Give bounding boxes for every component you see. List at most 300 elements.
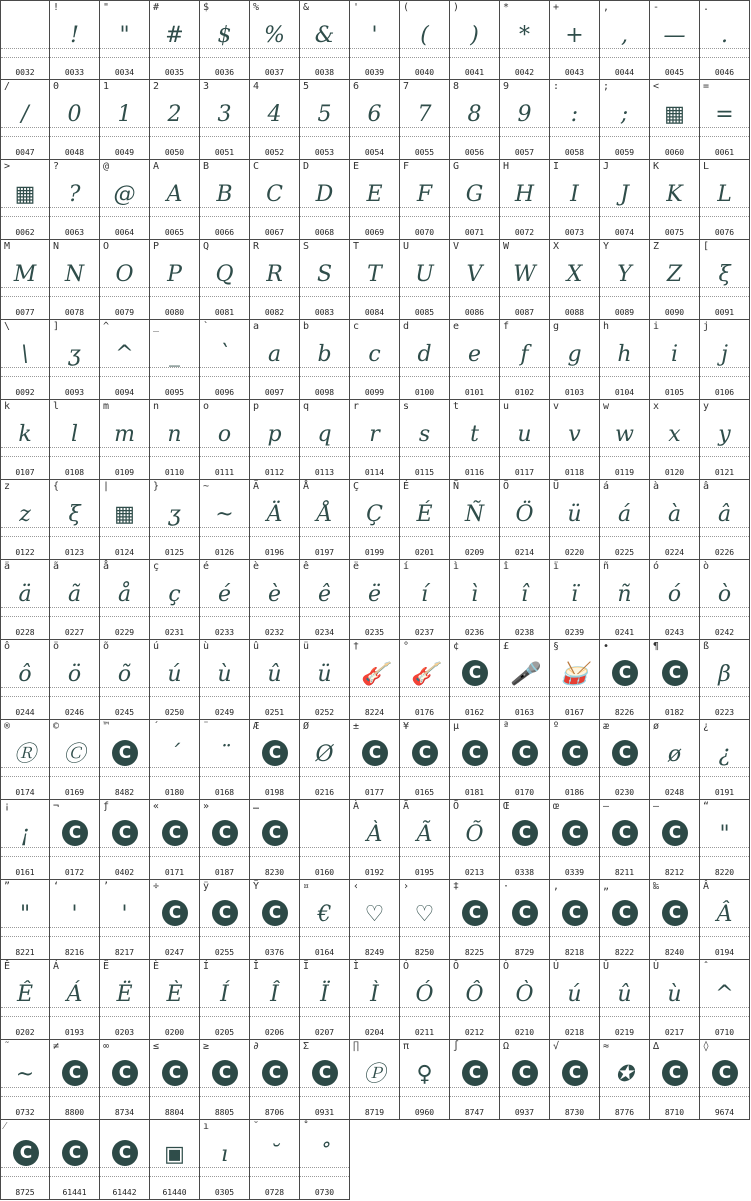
baseline-guide	[500, 136, 549, 137]
baseline-guide	[150, 1016, 199, 1017]
baseline-guide	[500, 296, 549, 297]
glyph-code: 0177	[364, 788, 385, 797]
baseline-guide	[550, 136, 599, 137]
glyph-label: å	[103, 561, 110, 572]
glyph-cell	[500, 320, 550, 400]
glyph-code: 0232	[264, 628, 285, 637]
baseline-guide	[250, 1176, 299, 1177]
baseline-guide	[1, 936, 49, 937]
glyph-label: a	[253, 321, 260, 332]
glyph-code: 0171	[164, 868, 185, 877]
glyph-cell	[50, 480, 100, 560]
glyph-cell	[500, 800, 550, 880]
glyph-cell	[350, 240, 400, 320]
glyph-code: 0089	[614, 308, 635, 317]
glyph-label: P	[153, 241, 160, 252]
glyph-cell	[0, 80, 50, 160]
guide-line	[150, 847, 199, 848]
glyph-code: 0055	[414, 148, 435, 157]
glyph-code: 8225	[464, 948, 485, 957]
glyph-code: 0162	[464, 708, 485, 717]
glyph-sample: =	[715, 102, 734, 127]
glyph-code: 0082	[264, 308, 285, 317]
glyph-label: _	[153, 321, 160, 332]
glyph-cell	[450, 800, 500, 880]
glyph-label: °	[403, 641, 410, 652]
baseline-guide	[600, 936, 649, 937]
guide-line	[650, 927, 699, 928]
glyph-code: 0242	[714, 628, 735, 637]
glyph-cell	[650, 640, 700, 720]
glyph-label: T	[353, 241, 360, 252]
baseline-guide	[1, 136, 49, 137]
glyph-label: Y	[603, 241, 610, 252]
glyph-sample: î	[520, 582, 529, 607]
copyright-c-icon: C	[162, 1060, 188, 1086]
glyph-sample: ì	[470, 582, 479, 607]
glyph-label: w	[603, 401, 610, 412]
baseline-guide	[350, 1096, 399, 1097]
guide-line	[50, 1087, 99, 1088]
glyph-label: ¶	[653, 641, 660, 652]
glyph-label: p	[253, 401, 260, 412]
baseline-guide	[600, 57, 649, 58]
baseline-guide	[500, 696, 549, 697]
baseline-guide	[650, 1096, 699, 1097]
glyph-code: 0247	[164, 948, 185, 957]
copyright-c-icon: C	[162, 820, 188, 846]
baseline-guide	[200, 616, 249, 617]
glyph-cell	[600, 880, 650, 960]
glyph-code: 0228	[15, 628, 35, 637]
glyph-label: –	[603, 801, 610, 812]
glyph-cell	[0, 640, 50, 720]
glyph-sample: _	[169, 342, 180, 367]
glyph-label: 2	[153, 81, 160, 92]
glyph-cell	[650, 80, 700, 160]
baseline-guide	[550, 856, 599, 857]
glyph-row	[0, 560, 751, 640]
glyph-sample: g	[567, 342, 582, 367]
baseline-guide	[650, 536, 699, 537]
glyph-code: 8734	[114, 1108, 135, 1117]
glyph-sample: C	[266, 182, 283, 207]
glyph-cell	[150, 240, 200, 320]
glyph-code: 0111	[214, 468, 235, 477]
glyph-sample: $	[217, 23, 232, 48]
glyph-label: n	[153, 401, 160, 412]
glyph-sample: 4	[267, 102, 282, 127]
glyph-row	[0, 880, 751, 960]
glyph-code: 8725	[15, 1188, 35, 1197]
glyph-cell	[150, 960, 200, 1040]
glyph-label: ó	[653, 561, 660, 572]
glyph-sample: Ï	[320, 982, 329, 1007]
glyph-cell	[450, 880, 500, 960]
baseline-guide	[150, 856, 199, 857]
baseline-guide	[350, 216, 399, 217]
glyph-label: Ë	[103, 961, 110, 972]
glyph-label: œ	[553, 801, 560, 812]
baseline-guide	[300, 1096, 349, 1097]
baseline-guide	[500, 776, 549, 777]
glyph-cell	[50, 0, 100, 80]
glyph-code: 0064	[114, 228, 135, 237]
glyph-cell	[100, 480, 150, 560]
glyph-sample: â	[717, 502, 732, 527]
glyph-label: Ò	[503, 961, 510, 972]
glyph-cell	[100, 1040, 150, 1120]
glyph-label: ¬	[53, 801, 60, 812]
glyph-cell	[350, 0, 400, 80]
copyright-c-icon: C	[662, 660, 688, 686]
glyph-code: 0181	[464, 788, 485, 797]
glyph-label: Ã	[403, 801, 410, 812]
glyph-cell	[650, 960, 700, 1040]
baseline-guide	[150, 536, 199, 537]
glyph-code: 0211	[414, 1028, 435, 1037]
glyph-code: 8220	[714, 868, 735, 877]
glyph-cell	[500, 1040, 550, 1120]
glyph-cell	[300, 480, 350, 560]
glyph-cell	[700, 640, 750, 720]
baseline-guide	[550, 376, 599, 377]
glyph-sample: û	[617, 982, 632, 1007]
glyph-row	[0, 1040, 751, 1120]
glyph-code: 0192	[364, 868, 385, 877]
glyph-code: 8747	[464, 1108, 485, 1117]
glyph-sample: 5	[317, 102, 332, 127]
baseline-guide	[300, 936, 349, 937]
glyph-sample: .	[721, 23, 728, 48]
glyph-cell	[350, 560, 400, 640]
glyph-label: y	[703, 401, 710, 412]
glyph-label: ¤	[303, 881, 310, 892]
glyph-label: 7	[403, 81, 410, 92]
glyph-code: 0237	[414, 628, 435, 637]
glyph-sample: O	[115, 262, 134, 287]
glyph-label: ≠	[53, 1041, 60, 1052]
glyph-sample: Ó	[415, 982, 434, 1007]
glyph-code: 0109	[114, 468, 135, 477]
glyph-code: 0070	[414, 228, 435, 237]
copyright-c-icon: C	[262, 900, 288, 926]
glyph-sample: i	[670, 342, 679, 367]
glyph-sample: ä	[18, 582, 32, 607]
glyph-cell	[600, 160, 650, 240]
glyph-cell	[650, 0, 700, 80]
glyph-sample: D	[315, 182, 334, 207]
glyph-label: ı	[203, 1121, 210, 1132]
glyph-code: 0036	[214, 68, 235, 77]
glyph-label: £	[503, 641, 510, 652]
glyph-label: †	[353, 641, 360, 652]
glyph-cell	[200, 240, 250, 320]
glyph-label: Á	[53, 961, 60, 972]
glyph-code: 0226	[714, 548, 735, 557]
baseline-guide	[350, 136, 399, 137]
glyph-cell	[450, 960, 500, 1040]
glyph-code: 0250	[164, 708, 185, 717]
glyph-cell	[550, 80, 600, 160]
glyph-cell	[700, 560, 750, 640]
baseline-guide	[200, 536, 249, 537]
glyph-cell	[50, 640, 100, 720]
glyph-sample: å	[117, 582, 132, 607]
glyph-label: õ	[103, 641, 110, 652]
glyph-label: —	[653, 801, 660, 812]
glyph-label: j	[703, 321, 710, 332]
baseline-guide	[250, 616, 299, 617]
baseline-guide	[1, 856, 49, 857]
glyph-cell	[50, 800, 100, 880]
glyph-label: Â	[703, 881, 710, 892]
glyph-label: ê	[303, 561, 310, 572]
glyph-cell	[650, 720, 700, 800]
baseline-guide	[550, 296, 599, 297]
glyph-sample: X	[566, 262, 583, 287]
glyph-code: 0206	[264, 1028, 285, 1037]
glyph-label: ÿ	[203, 881, 210, 892]
copyright-c-icon: C	[362, 740, 388, 766]
glyph-sample: Ⓡ	[13, 742, 36, 767]
baseline-guide	[200, 776, 249, 777]
guide-line	[450, 1087, 499, 1088]
glyph-code: 0172	[64, 868, 85, 877]
glyph-cell	[550, 400, 600, 480]
glyph-label: W	[503, 241, 510, 252]
glyph-code: 0214	[514, 548, 535, 557]
glyph-label: ≈	[603, 1041, 610, 1052]
baseline-guide	[650, 616, 699, 617]
glyph-sample: ʒ	[168, 502, 181, 527]
glyph-cell	[700, 240, 750, 320]
baseline-guide	[700, 616, 749, 617]
glyph-sample: á	[617, 502, 632, 527]
glyph-cell	[700, 1040, 750, 1120]
glyph-cell	[700, 480, 750, 560]
copyright-c-icon: C	[262, 820, 288, 846]
glyph-code: 8249	[364, 948, 385, 957]
glyph-code: 8240	[664, 948, 685, 957]
glyph-label: ‡	[453, 881, 460, 892]
glyph-label: ¿	[703, 721, 710, 732]
glyph-cell	[500, 720, 550, 800]
glyph-label: .	[703, 2, 710, 13]
glyph-code: 0100	[414, 388, 435, 397]
baseline-guide	[350, 696, 399, 697]
glyph-code: 8706	[264, 1108, 285, 1117]
glyph-code: 0053	[314, 148, 335, 157]
baseline-guide	[450, 616, 499, 617]
glyph-code: 0057	[514, 148, 535, 157]
glyph-label: ÷	[153, 881, 160, 892]
baseline-guide	[500, 1016, 549, 1017]
copyright-c-icon: C	[562, 740, 588, 766]
baseline-guide	[550, 776, 599, 777]
glyph-label: )	[453, 2, 460, 13]
glyph-label: S	[303, 241, 310, 252]
glyph-label: i	[653, 321, 660, 332]
glyph-code: 0728	[264, 1188, 285, 1197]
glyph-sample: ▦	[14, 182, 36, 207]
glyph-cell	[250, 1040, 300, 1120]
glyph-cell	[350, 640, 400, 720]
glyph-code: 0187	[214, 868, 235, 877]
copyright-c-icon: C	[662, 900, 688, 926]
glyph-code: 8218	[564, 948, 585, 957]
glyph-cell	[500, 480, 550, 560]
glyph-label: ∞	[103, 1041, 110, 1052]
glyph-code: 0195	[414, 868, 435, 877]
glyph-cell	[600, 400, 650, 480]
glyph-sample: ã	[67, 582, 82, 607]
glyph-sample: Z	[666, 262, 683, 287]
glyph-code: 0338	[514, 868, 535, 877]
glyph-cell	[700, 320, 750, 400]
baseline-guide	[450, 696, 499, 697]
guide-line	[500, 927, 549, 928]
baseline-guide	[300, 456, 349, 457]
glyph-label: •	[603, 641, 610, 652]
glyph-sample: Ø	[315, 742, 334, 767]
glyph-label: ö	[53, 641, 60, 652]
glyph-sample: ï	[570, 582, 579, 607]
baseline-guide	[450, 216, 499, 217]
guide-line	[200, 847, 249, 848]
glyph-cell	[600, 800, 650, 880]
glyph-cell	[500, 880, 550, 960]
glyph-cell	[250, 80, 300, 160]
baseline-guide	[1, 456, 49, 457]
glyph-sample: 2	[167, 102, 182, 127]
baseline-guide	[700, 776, 749, 777]
baseline-guide	[200, 376, 249, 377]
glyph-sample: b	[317, 342, 332, 367]
glyph-label: `	[203, 321, 210, 332]
glyph-label: Œ	[503, 801, 510, 812]
glyph-code: 0191	[714, 788, 735, 797]
baseline-guide	[150, 936, 199, 937]
guide-line	[400, 767, 449, 768]
baseline-guide	[450, 536, 499, 537]
glyph-cell	[200, 480, 250, 560]
glyph-code: 0049	[114, 148, 135, 157]
baseline-guide	[600, 856, 649, 857]
glyph-code: 8216	[64, 948, 85, 957]
glyph-sample: ^	[715, 982, 734, 1007]
glyph-label: ï	[553, 561, 560, 572]
glyph-code: 0117	[514, 468, 535, 477]
glyph-sample: ü	[317, 662, 332, 687]
glyph-cell	[550, 1040, 600, 1120]
glyph-code: 0170	[514, 788, 535, 797]
copyright-c-icon: C	[112, 740, 138, 766]
baseline-guide	[600, 296, 649, 297]
baseline-guide	[300, 1176, 349, 1177]
baseline-guide	[350, 856, 399, 857]
glyph-cell	[400, 0, 450, 80]
glyph-cell	[450, 0, 500, 80]
glyph-cell	[550, 0, 600, 80]
glyph-sample: ˚	[319, 1142, 330, 1167]
glyph-label: û	[253, 641, 260, 652]
glyph-cell	[200, 320, 250, 400]
glyph-code: 8730	[564, 1108, 585, 1117]
glyph-label: ß	[703, 641, 710, 652]
glyph-label: Ω	[503, 1041, 510, 1052]
copyright-c-icon: C	[462, 660, 488, 686]
glyph-label: Ç	[353, 481, 360, 492]
glyph-sample: ù	[217, 662, 232, 687]
glyph-sample: E	[366, 182, 383, 207]
glyph-sample: 8	[467, 102, 482, 127]
glyph-sample: 7	[417, 102, 432, 127]
glyph-label: R	[253, 241, 260, 252]
glyph-cell	[250, 1120, 300, 1200]
glyph-label: Q	[203, 241, 210, 252]
glyph-label: Ø	[303, 721, 310, 732]
glyph-code: 0182	[664, 708, 685, 717]
baseline-guide	[250, 296, 299, 297]
glyph-code: 0040	[414, 68, 435, 77]
baseline-guide	[250, 696, 299, 697]
glyph-code: 0193	[64, 1028, 85, 1037]
guide-line	[150, 927, 199, 928]
glyph-label: c	[353, 321, 360, 332]
glyph-label: N	[53, 241, 60, 252]
glyph-sample: ü	[567, 502, 582, 527]
glyph-sample: w	[615, 422, 634, 447]
glyph-label: ˆ	[703, 961, 710, 972]
glyph-label: Ì	[353, 961, 360, 972]
glyph-label: E	[353, 161, 360, 172]
glyph-sample: "	[19, 902, 31, 927]
copyright-c-icon: C	[612, 820, 638, 846]
copyright-c-icon: C	[62, 1060, 88, 1086]
glyph-cell	[50, 160, 100, 240]
glyph-sample: ~	[15, 1062, 35, 1087]
glyph-label: b	[303, 321, 310, 332]
glyph-code: 8212	[664, 868, 685, 877]
baseline-guide	[650, 296, 699, 297]
glyph-cell	[50, 320, 100, 400]
baseline-guide	[300, 296, 349, 297]
glyph-label: s	[403, 401, 410, 412]
glyph-cell	[650, 320, 700, 400]
glyph-cell	[350, 80, 400, 160]
glyph-cell	[250, 480, 300, 560]
glyph-code: 8226	[614, 708, 635, 717]
glyph-cell	[50, 960, 100, 1040]
baseline-guide	[200, 296, 249, 297]
glyph-cell	[600, 320, 650, 400]
baseline-guide	[100, 936, 149, 937]
glyph-sample: ♀	[416, 1062, 433, 1087]
glyph-label: H	[503, 161, 510, 172]
glyph-cell	[300, 320, 350, 400]
glyph-cell	[500, 80, 550, 160]
glyph-sample: ξ	[718, 262, 731, 287]
glyph-cell	[650, 480, 700, 560]
baseline-guide	[350, 776, 399, 777]
baseline-guide	[650, 1016, 699, 1017]
glyph-row	[0, 480, 751, 560]
glyph-label: %	[253, 2, 260, 13]
glyph-label: É	[403, 481, 410, 492]
glyph-sample: T	[367, 262, 382, 287]
glyph-cell	[400, 960, 450, 1040]
